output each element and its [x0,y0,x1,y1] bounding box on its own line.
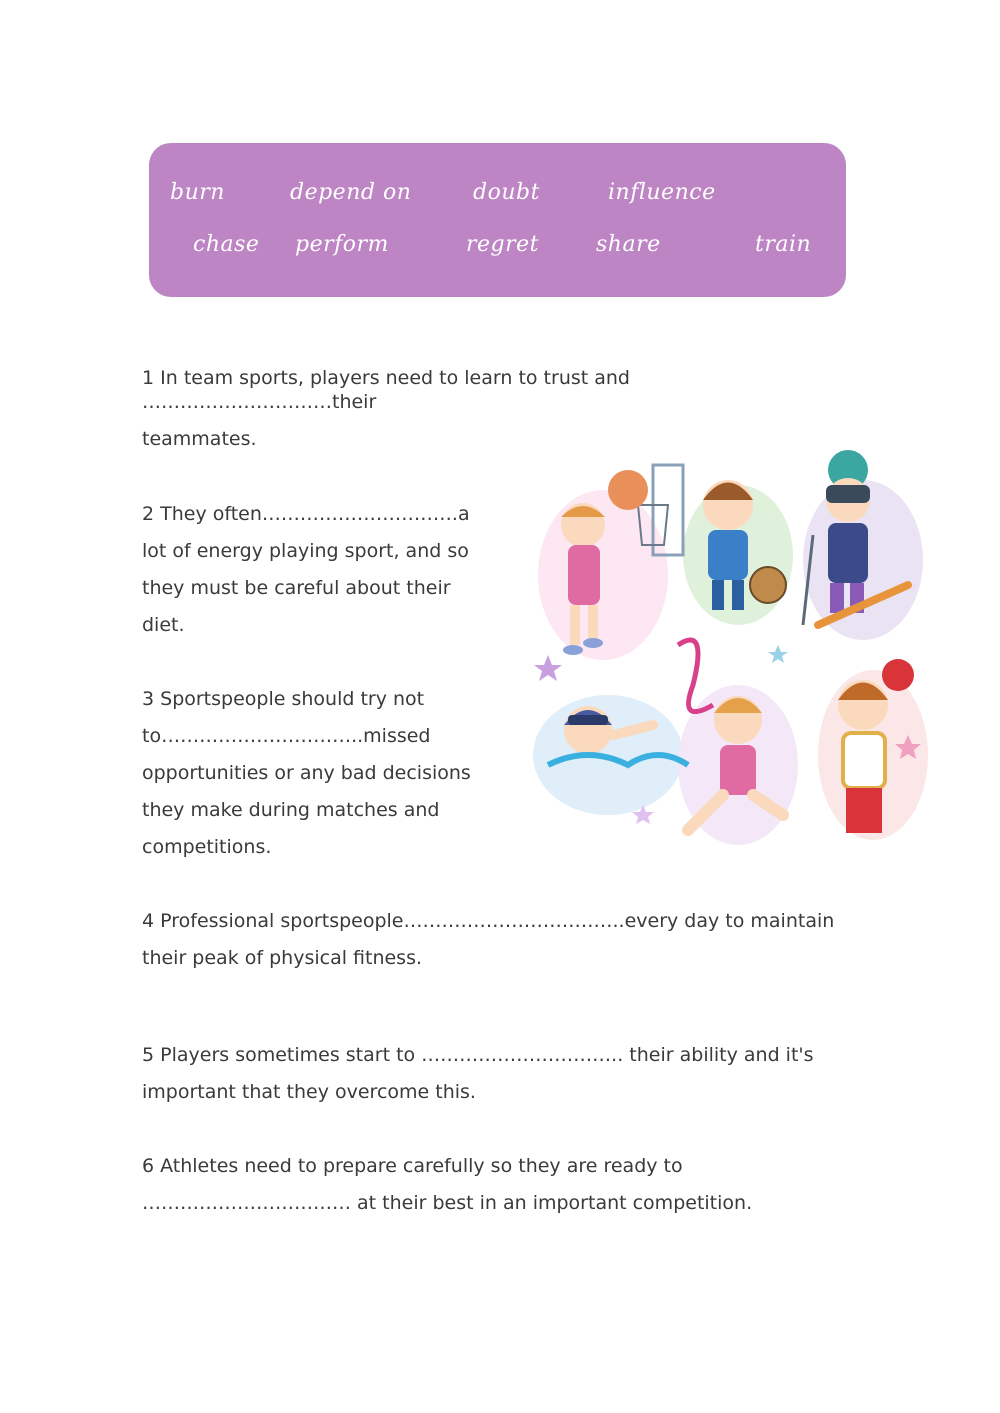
sentence-2-line-3: they must be careful about their [142,577,451,599]
sentence-3-line-3: opportunities or any bad decisions [142,762,471,784]
word-bank [149,143,846,297]
sentence-1-end [142,421,257,458]
sentence-5-line-2: important that they overcome this. [142,1081,476,1103]
sentence-6 [142,1148,752,1222]
sentence-3-line-4: they make during matches and [142,799,440,821]
word-share: share [596,232,661,257]
sentence-4-line-2: their peak of physical fitness. [142,947,423,969]
sentence-5-line-1: 5 Players sometimes start to ………………………….. their ability and it's [142,1044,814,1066]
word-influence: influence [608,180,716,205]
sentence-3 [142,681,471,866]
sentence-2-line-1: 2 They often………………………….a [142,503,470,525]
sentence-1-blank-line: …………………………their [142,391,377,413]
sentence-4-line-1: 4 Professional sportspeople……………………………..every day to maintain [142,910,835,932]
sentence-2-line-2: lot of energy playing sport, and so [142,540,469,562]
sentence-1-line-1: 1 In team sports, players need to learn to trust and [142,367,630,389]
word-doubt: doubt [473,180,540,205]
sentence-2 [142,496,470,644]
word-regret: regret [466,232,539,257]
sentence-1 [142,366,630,414]
sentence-1-line-3: teammates. [142,428,257,450]
sentence-3-line-1: 3 Sportspeople should try not [142,688,425,710]
sentence-2-line-4: diet. [142,614,185,636]
children-playing-sports-icon [528,445,928,865]
word-burn: burn [170,180,225,205]
word-perform: perform [295,232,389,257]
sentence-5 [142,1037,814,1111]
sentence-4 [142,903,834,977]
word-train: train [755,232,812,257]
word-depend-on: depend on [290,180,412,205]
sentence-3-line-5: competitions. [142,836,272,858]
sentence-6-line-2: …………………………… at their best in an important competition. [142,1192,753,1214]
sentence-6-line-1: 6 Athletes need to prepare carefully so they are ready to [142,1155,683,1177]
word-chase: chase [193,232,260,257]
sentence-3-line-2: to…………………………..missed [142,725,431,747]
